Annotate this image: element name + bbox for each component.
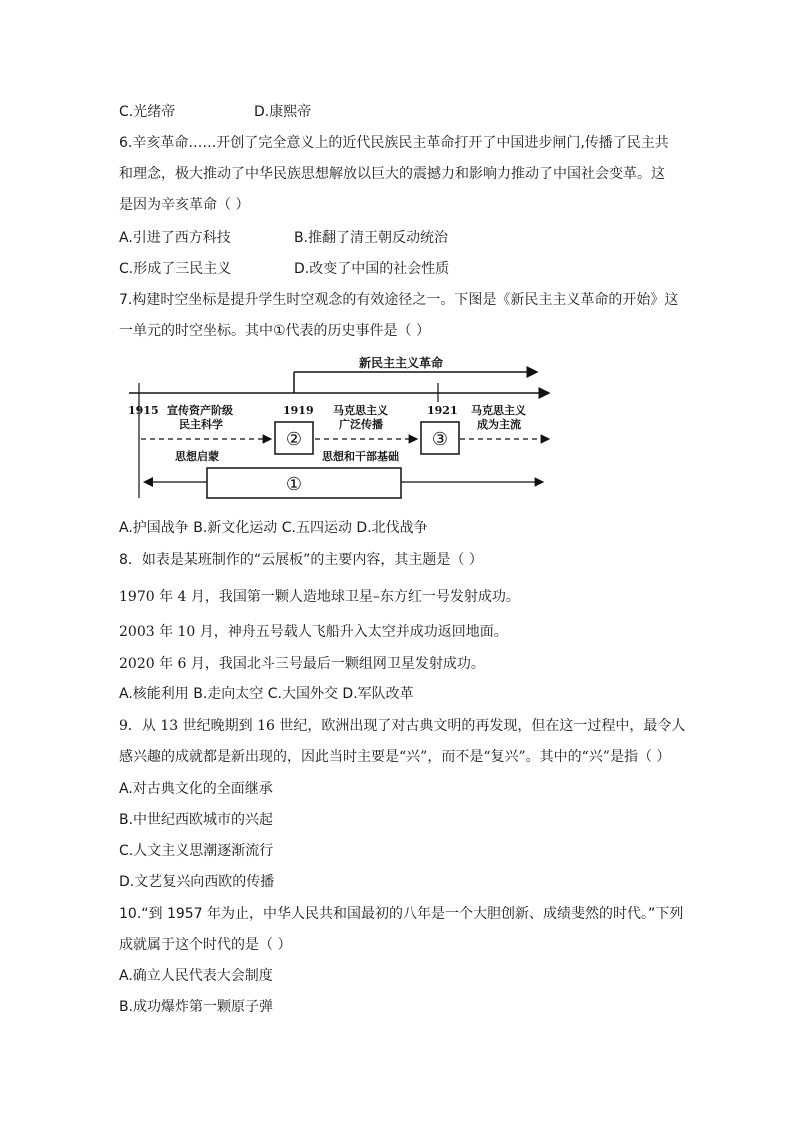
q6-option-c: C.形成了三民主义 bbox=[119, 261, 232, 277]
q9-option-a: A.对古典文化的全面继承 bbox=[119, 781, 273, 797]
seg3-line2: 成为主流 bbox=[477, 418, 521, 431]
seg2-line1: 马克思主义 bbox=[333, 404, 388, 417]
q6-option-a: A.引进了西方科技 bbox=[119, 230, 231, 246]
timeline-figure bbox=[119, 348, 555, 506]
box-2-label: ② bbox=[285, 429, 303, 450]
revolution-label: 新民主主义革命 bbox=[359, 356, 444, 370]
q9-option-b: B.中世纪西欧城市的兴起 bbox=[119, 812, 274, 828]
q9-stem-line-1: 9．从 13 世纪晚期到 16 世纪，欧洲出现了对古典文明的再发现，但在这一过程中，最令人 bbox=[119, 718, 686, 734]
right-label: 思想和干部基础 bbox=[322, 450, 399, 463]
q10-option-b: B.成功爆炸第一颗原子弹 bbox=[119, 999, 274, 1015]
q7-options: A.护国战争 B.新文化运动 C.五四运动 D.北伐战争 bbox=[119, 520, 428, 536]
q6-option-b: B.推翻了清王朝反动统治 bbox=[294, 230, 449, 246]
q9-stem-line-2: 感兴趣的成就都是新出现的，因此当时主要是“兴”，而不是“复兴”。其中的“兴”是指（ ） bbox=[119, 749, 671, 765]
q7-stem-line-2: 一单元的时空坐标。其中①代表的历史事件是（ ） bbox=[119, 323, 430, 339]
q6-stem-line-3: 是因为辛亥革命（ ） bbox=[119, 197, 250, 213]
year-1919: 1919 bbox=[283, 404, 314, 417]
q5-option-d: D.康熙帝 bbox=[254, 104, 312, 120]
q9-option-d: D.文艺复兴向西欧的传播 bbox=[119, 874, 275, 890]
q10-stem-line-1: 10.“到 1957 年为止，中华人民共和国最初的八年是一个大胆创新、成绩斐然的时代。”下列 bbox=[119, 906, 684, 922]
q10-option-a: A.确立人民代表大会制度 bbox=[119, 968, 273, 984]
seg1-line1: 宣传资产阶级 bbox=[167, 404, 233, 417]
box-3-label: ③ bbox=[431, 429, 449, 450]
q6-stem-line-1: 6.辛亥革命……开创了完全意义上的近代民族民主革命打开了中国进步闸门,传播了民主共 bbox=[119, 135, 669, 151]
q8-options: A.核能利用 B.走向太空 C.大国外交 D.军队改革 bbox=[119, 686, 414, 702]
q6-option-d: D.改变了中国的社会性质 bbox=[294, 261, 450, 277]
box-1-label: ① bbox=[285, 474, 303, 495]
q10-stem-line-2: 成就属于这个时代的是（ ） bbox=[119, 937, 292, 953]
left-label: 思想启蒙 bbox=[175, 450, 219, 463]
q9-option-c: C.人文主义思潮逐渐流行 bbox=[119, 843, 274, 859]
q7-stem-line-1: 7.构建时空坐标是提升学生时空观念的有效途径之一。下图是《新民主主义革命的开始》这 bbox=[119, 292, 679, 308]
q8-row-3: 2020 年 6 月，我国北斗三号最后一颗组网卫星发射成功。 bbox=[119, 656, 485, 672]
q5-option-c: C.光绪帝 bbox=[119, 104, 176, 120]
box-1 bbox=[207, 468, 401, 498]
year-1921: 1921 bbox=[427, 404, 458, 417]
seg2-line2: 广泛传播 bbox=[339, 418, 383, 431]
q6-stem-line-2: 和理念，极大推动了中华民族思想解放以巨大的震撼力和影响力推动了中国社会变革。这 bbox=[119, 166, 665, 182]
year-1915: 1915 bbox=[128, 404, 159, 417]
q8-row-2: 2003 年 10 月，神舟五号载人飞船升入太空并成功返回地面。 bbox=[119, 624, 508, 640]
q8-stem: 8．如表是某班制作的“云展板”的主要内容，其主题是（ ） bbox=[119, 552, 483, 568]
bottom-arrow-left-head bbox=[143, 477, 153, 487]
seg3-line1: 马克思主义 bbox=[471, 404, 526, 417]
seg1-line2: 民主科学 bbox=[179, 418, 223, 431]
q8-row-1: 1970 年 4 月，我国第一颗人造地球卫星–东方红一号发射成功。 bbox=[119, 589, 520, 605]
